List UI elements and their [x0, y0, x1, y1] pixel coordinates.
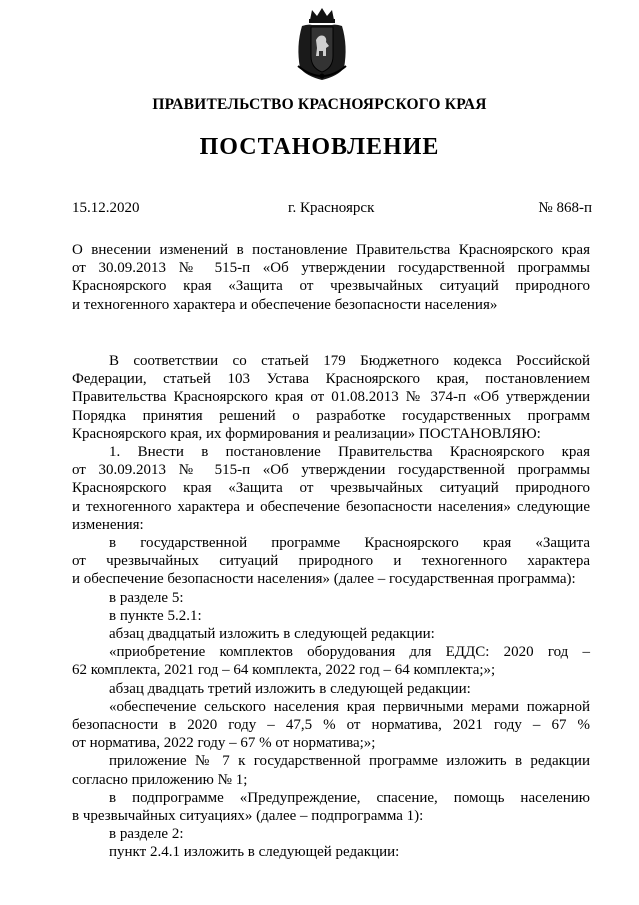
body-line: и техногенного характера и обеспечение безопасности населения» следующие — [72, 498, 590, 515]
body-line: Порядка принятия решений о разработке государственных программ — [72, 407, 590, 424]
body-line: 62 комплекта, 2021 год – 64 комплекта, 2022 год – 64 комплекта;»; — [72, 662, 496, 679]
body-line: В соответствии со статьей 179 Бюджетного кодекса Российской — [109, 353, 590, 369]
body-line: Красноярского края, их формирования и реализации» ПОСТАНОВЛЯЮ: — [72, 425, 541, 442]
document-date: 15.12.2020 — [72, 200, 140, 216]
document-subject — [72, 241, 590, 314]
body-line: в разделе 2: — [109, 826, 184, 843]
subject-line: О внесении изменений в постановление Правительства Красноярского края — [72, 242, 590, 258]
document-meta-row — [72, 200, 592, 220]
subject-line: Красноярского края «Защита от чрезвычайных ситуаций природного — [72, 278, 590, 295]
body-line: от 30.09.2013 № 515-п «Об утверждении государственной программы — [72, 462, 590, 479]
body-line: в государственной программе Красноярского края «Защита — [109, 535, 590, 552]
document-city: г. Красноярск — [288, 200, 375, 216]
body-line: и обеспечение безопасности населения» (далее – государственная программа): — [72, 571, 576, 588]
body-line: «приобретение комплектов оборудования для ЕДДС: 2020 год – — [109, 644, 590, 661]
body-line: изменения: — [72, 516, 144, 533]
body-line: в разделе 5: — [109, 589, 184, 606]
body-line: Красноярского края «Защита от чрезвычайных ситуаций природного — [72, 480, 590, 497]
organization-title: ПРАВИТЕЛЬСТВО КРАСНОЯРСКОГО КРАЯ — [152, 96, 487, 113]
body-line: от норматива, 2022 году – 67 % от норматива;»; — [72, 735, 376, 752]
body-line: приложение № 7 к государственной программе изложить в редакции — [109, 753, 590, 770]
body-line: от чрезвычайных ситуаций природного и техногенного характера — [72, 553, 590, 570]
document-number: № 868-п — [538, 200, 592, 216]
body-line: абзац двадцатый изложить в следующей редакции: — [109, 626, 435, 643]
body-line: в чрезвычайных ситуациях» (далее – подпрограмма 1): — [72, 808, 424, 825]
document-type: ПОСТАНОВЛЕНИЕ — [199, 134, 440, 160]
body-line: 1. Внести в постановление Правительства Красноярского края — [109, 444, 590, 461]
document-body — [72, 352, 590, 862]
body-line: согласно приложению № 1; — [72, 771, 248, 788]
subject-line: и техногенного характера и обеспечение безопасности населения» — [72, 296, 498, 313]
subject-line: от 30.09.2013 № 515-п «Об утверждении государственной программы — [72, 260, 590, 277]
body-line: пункт 2.4.1 изложить в следующей редакции: — [109, 844, 400, 861]
body-line: Правительства Красноярского края от 01.08.2013 № 374-п «Об утверждении — [72, 389, 590, 406]
body-line: абзац двадцать третий изложить в следующей редакции: — [109, 680, 471, 697]
body-line: в пункте 5.2.1: — [109, 607, 202, 624]
body-line: безопасности в 2020 году – 47,5 % от норматива, 2021 году – 67 % — [72, 717, 590, 734]
body-line: «обеспечение сельского населения края первичными мерами пожарной — [109, 698, 590, 715]
body-line: Федерации, статьей 103 Устава Красноярского края, постановлением — [72, 371, 590, 388]
body-line: в подпрограмме «Предупреждение, спасение, помощь населению — [109, 789, 590, 806]
coat-of-arms-icon — [292, 6, 352, 82]
